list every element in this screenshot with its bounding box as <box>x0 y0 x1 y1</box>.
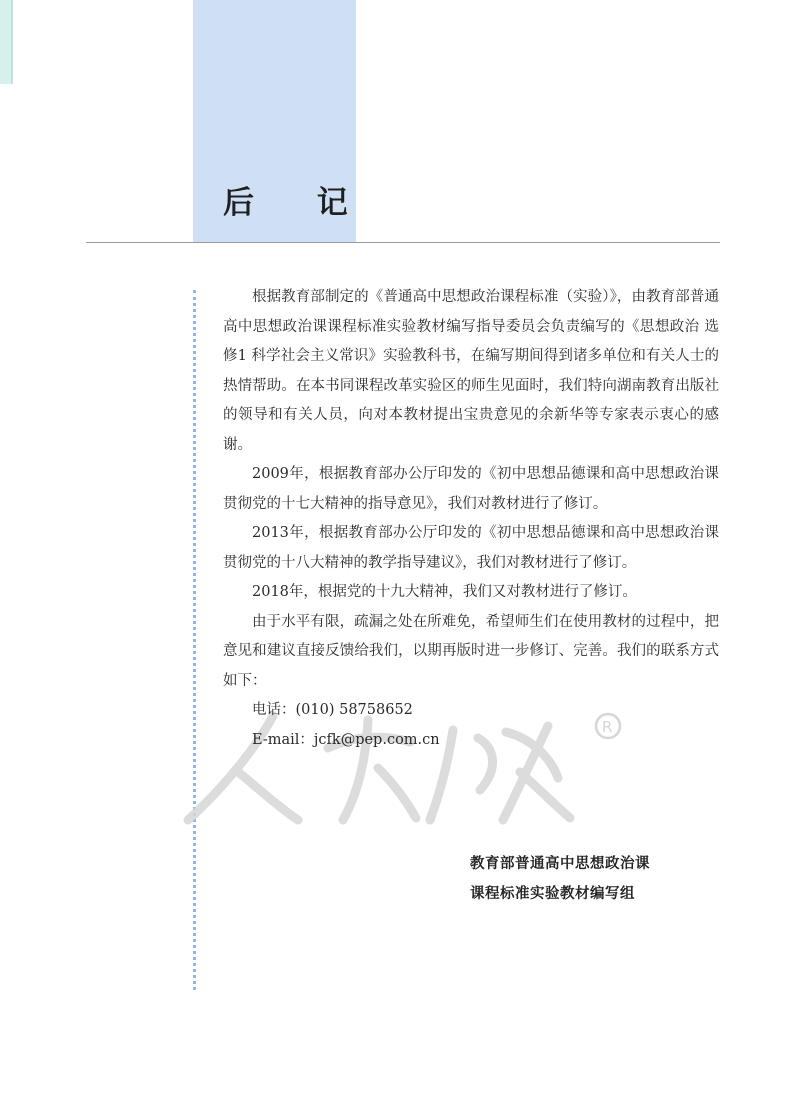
dotted-margin-rule <box>193 290 196 990</box>
paragraph-4: 2018年，根据党的十九大精神，我们又对教材进行了修订。 <box>252 584 637 600</box>
paragraph-3: 2013年，根据教育部办公厅印发的《初中思想品德课和高中思想政治课贯彻党的十八大精神的教学指导建议》，我们对教材进行了修订。 <box>223 525 719 571</box>
title-rule <box>86 242 720 243</box>
page-title: 后 记 <box>223 185 374 221</box>
paragraph-5: 由于水平有限，疏漏之处在所难免，希望师生们在使用教材的过程中，把意见和建议直接反馈给我们，以期再版时进一步修订、完善。我们的联系方式如下： <box>223 613 719 689</box>
paragraph-2: 2009年，根据教育部办公厅印发的《初中思想品德课和高中思想政治课贯彻党的十七大精神的指导意见》，我们对教材进行了修订。 <box>223 466 719 512</box>
signature-line-2: 课程标准实验教材编写组 <box>470 885 635 902</box>
afterword-body <box>223 283 719 755</box>
svg-text:R: R <box>602 718 613 736</box>
paragraph-1: 根据教育部制定的《普通高中思想政治课程标准（实验）》，由教育部普通高中思想政治课课程标准实验教材编写指导委员会负责编写的《思想政治 选修1 科学社会主义常识》实验教科书，在编写期间得到诸多单位和有关人士的热情帮助。在本书同课程改革实验区的师生见面时，我们特向湖南教育出版社的领导和有关人员，向对本教材提出宝贵意见的余新华等专家表示衷心的感谢。 <box>223 289 719 453</box>
corner-tab <box>0 0 13 84</box>
contact-email: E-mail：jcfk@pep.com.cn <box>252 731 440 748</box>
signature-line-1: 教育部普通高中思想政治课 <box>470 855 650 872</box>
contact-phone: 电话：(010) 58758652 <box>252 702 413 718</box>
signature-block <box>470 849 650 909</box>
